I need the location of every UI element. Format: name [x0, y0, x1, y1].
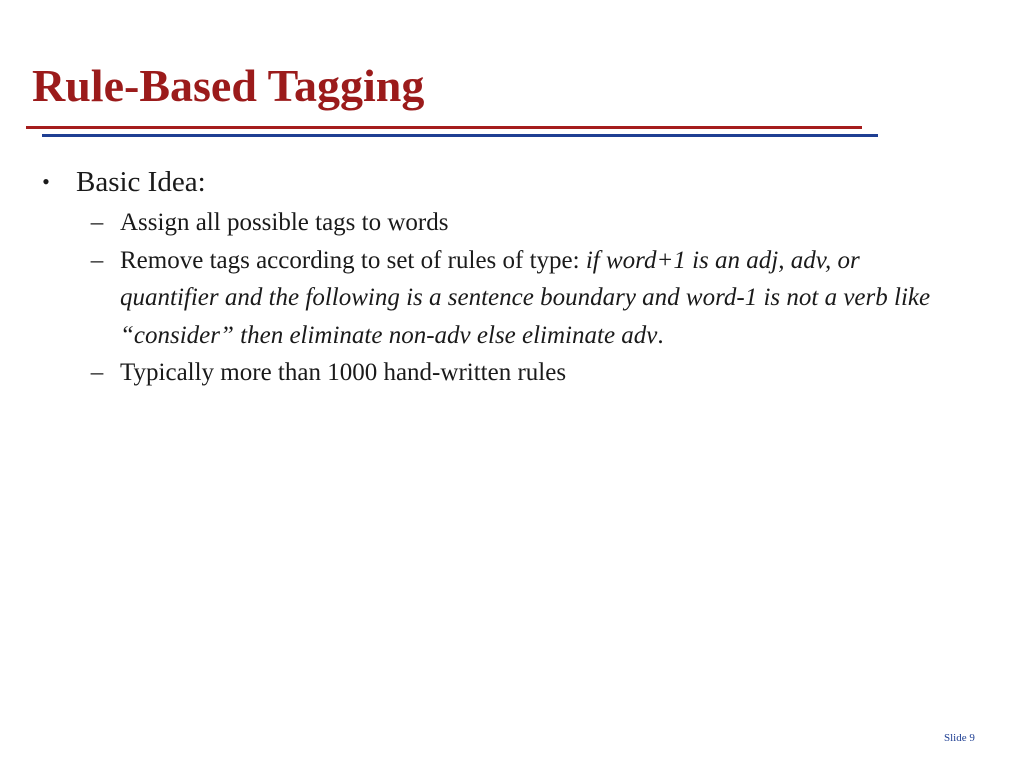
sub-bullet-text: Typically more than 1000 hand-written rules: [120, 359, 567, 386]
bullet-dot-icon: •: [42, 169, 50, 194]
rule-example-text: if word+1 is an adj, adv, or quantifier and the following is a sentence boundary and word-1 is not a verb like “consider” then eliminate non-adv else eliminate adv: [120, 246, 931, 349]
dash-icon: –: [90, 246, 104, 274]
sub-bullet-remove-tags: [36, 242, 956, 355]
slide-body: [36, 162, 956, 392]
sub-bullet-assign-tags: [36, 204, 956, 242]
dash-icon: –: [90, 209, 104, 236]
slide-title: Rule-Based Tagging: [32, 60, 425, 111]
sub-bullet-hand-written-rules: [36, 354, 956, 392]
sub-bullet-text: Assign all possible tags to words: [120, 209, 449, 236]
title-underline-red: [26, 126, 862, 129]
bullet-text: Basic Idea:: [76, 166, 206, 198]
bullet-basic-idea: [36, 162, 956, 202]
slide-number: Slide 9: [944, 732, 975, 744]
title-underline-blue: [42, 134, 878, 137]
sub-bullet-text: Remove tags according to set of rules of type:: [120, 246, 586, 274]
dash-icon: –: [90, 359, 104, 386]
sub-bullet-text-end: .: [657, 321, 664, 349]
